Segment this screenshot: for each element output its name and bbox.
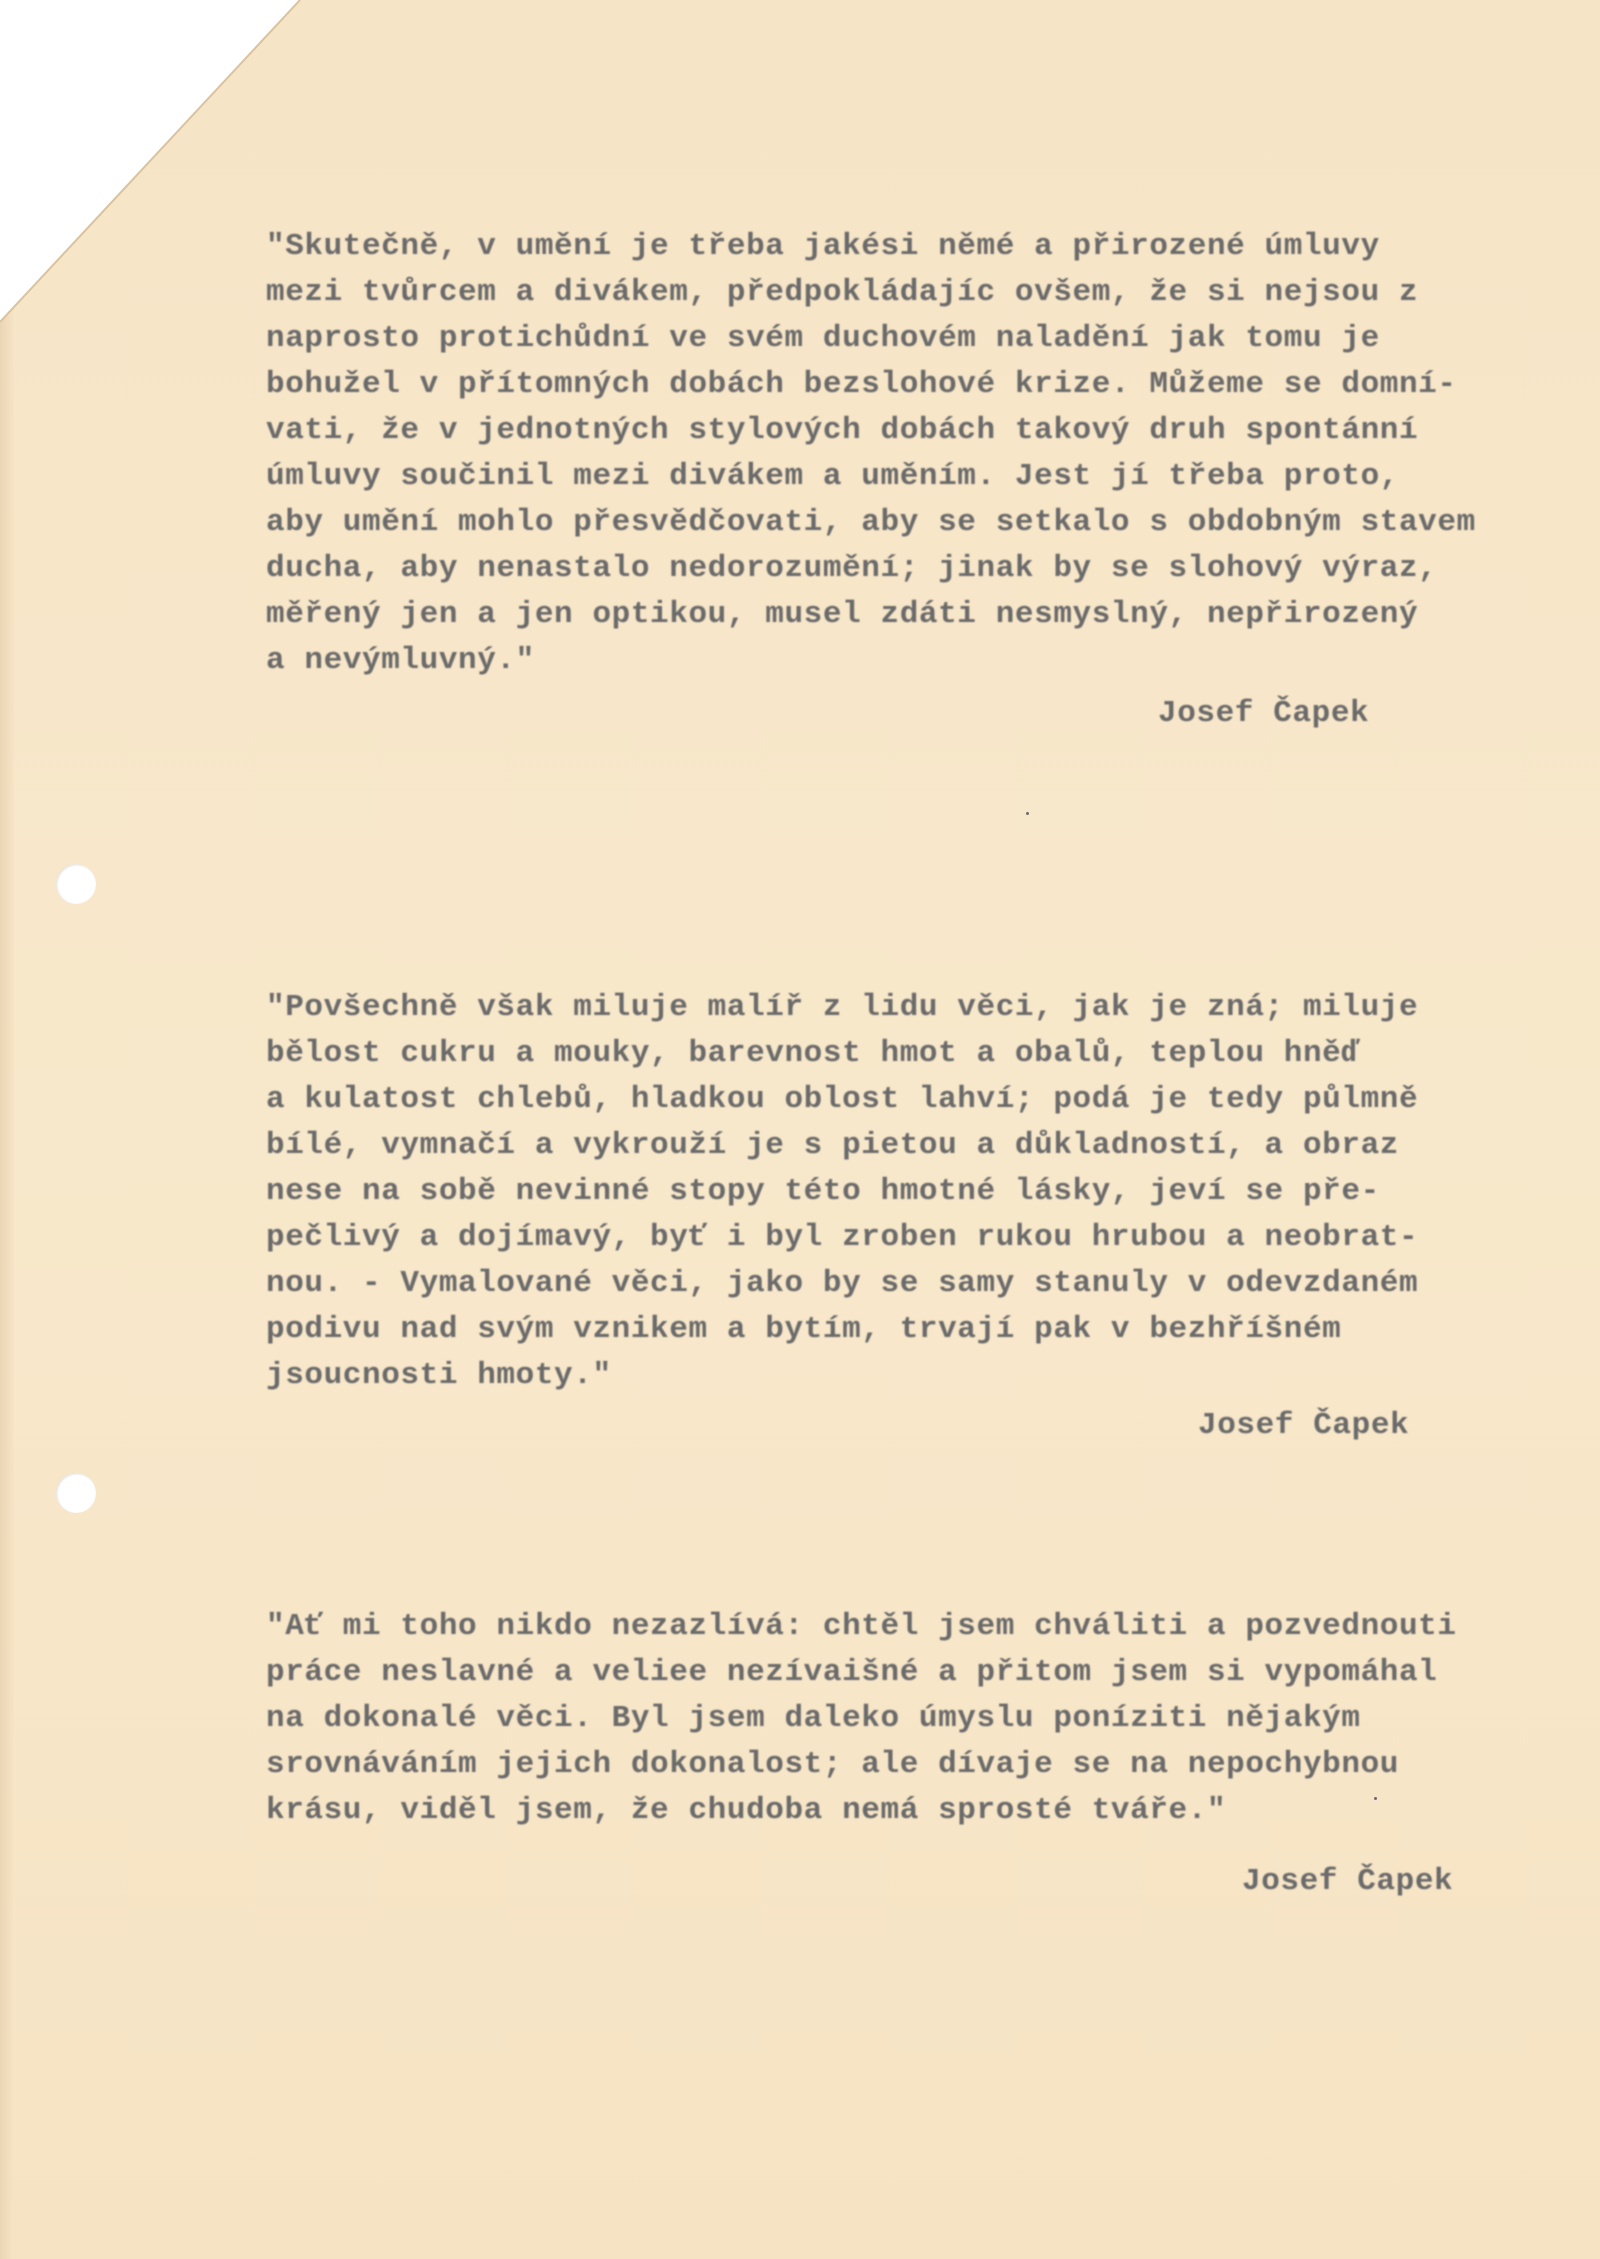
punch-hole-upper — [56, 864, 96, 904]
quote-line: práce neslavné a veliee nezívaišné a přitom jsem si vypomáhal — [266, 1655, 1438, 1690]
quote-line: "Skutečně, v umění je třeba jakési němé a přirozené úmluvy — [266, 229, 1380, 264]
quote-block-3 — [266, 1604, 1526, 1834]
quote-line: a nevýmluvný." — [266, 643, 535, 678]
quote-line: vati, že v jednotných stylových dobách takový druh spontánní — [266, 413, 1419, 448]
quote-line: nese na sobě nevinné stopy této hmotné lásky, jeví se pře- — [266, 1174, 1380, 1209]
ink-speck — [1026, 812, 1029, 815]
quote-block-1 — [266, 224, 1526, 684]
quote-line: bělost cukru a mouky, barevnost hmot a obalů, teplou hněď — [266, 1036, 1361, 1071]
quote-line: měřený jen a jen optikou, musel zdáti nesmyslný, nepřirozený — [266, 597, 1419, 632]
quote-line: bohužel v přítomných dobách bezslohové krize. Můžeme se domní- — [266, 367, 1457, 402]
quote-line: a kulatost chlebů, hladkou oblost lahví; podá je tedy půlmně — [266, 1082, 1419, 1117]
quote-line: krásu, viděl jsem, že chudoba nemá sprosté tváře." — [266, 1793, 1227, 1828]
quote-author-3: Josef Čapek — [1242, 1864, 1454, 1899]
quote-line: srovnáváním jejich dokonalost; ale dívaje se na nepochybnou — [266, 1747, 1399, 1782]
quote-line: mezi tvůrcem a divákem, předpokládajíc ovšem, že si nejsou z — [266, 275, 1419, 310]
quote-line: aby umění mohlo přesvědčovati, aby se setkalo s obdobným stavem — [266, 505, 1476, 540]
quote-line: nou. - Vymalované věci, jako by se samy stanuly v odevzdaném — [266, 1266, 1419, 1301]
quote-author-1: Josef Čapek — [1158, 696, 1370, 731]
quote-line: pečlivý a dojímavý, byť i byl zroben rukou hrubou a neobrat- — [266, 1220, 1419, 1255]
quote-line: "Povšechně však miluje malíř z lidu věci, jak je zná; miluje — [266, 990, 1419, 1025]
quote-line: bílé, vymnačí a vykrouží je s pietou a důkladností, a obraz — [266, 1128, 1399, 1163]
quote-line: ducha, aby nenastalo nedorozumění; jinak by se slohový výraz, — [266, 551, 1438, 586]
punch-hole-lower — [56, 1473, 96, 1513]
quote-block-2 — [266, 985, 1526, 1399]
quote-line: úmluvy součinil mezi divákem a uměním. Jest jí třeba proto, — [266, 459, 1399, 494]
quote-line: "Ať mi toho nikdo nezazlívá: chtěl jsem chváliti a pozvednouti — [266, 1609, 1457, 1644]
paper-left-edge — [0, 0, 14, 2259]
quote-line: podivu nad svým vznikem a bytím, trvají pak v bezhříšném — [266, 1312, 1342, 1347]
quote-line: jsoucnosti hmoty." — [266, 1358, 612, 1393]
quote-author-2: Josef Čapek — [1198, 1408, 1410, 1443]
quote-line: naprosto protichůdní ve svém duchovém naladění jak tomu je — [266, 321, 1380, 356]
quote-line: na dokonalé věci. Byl jsem daleko úmyslu poníziti nějakým — [266, 1701, 1361, 1736]
